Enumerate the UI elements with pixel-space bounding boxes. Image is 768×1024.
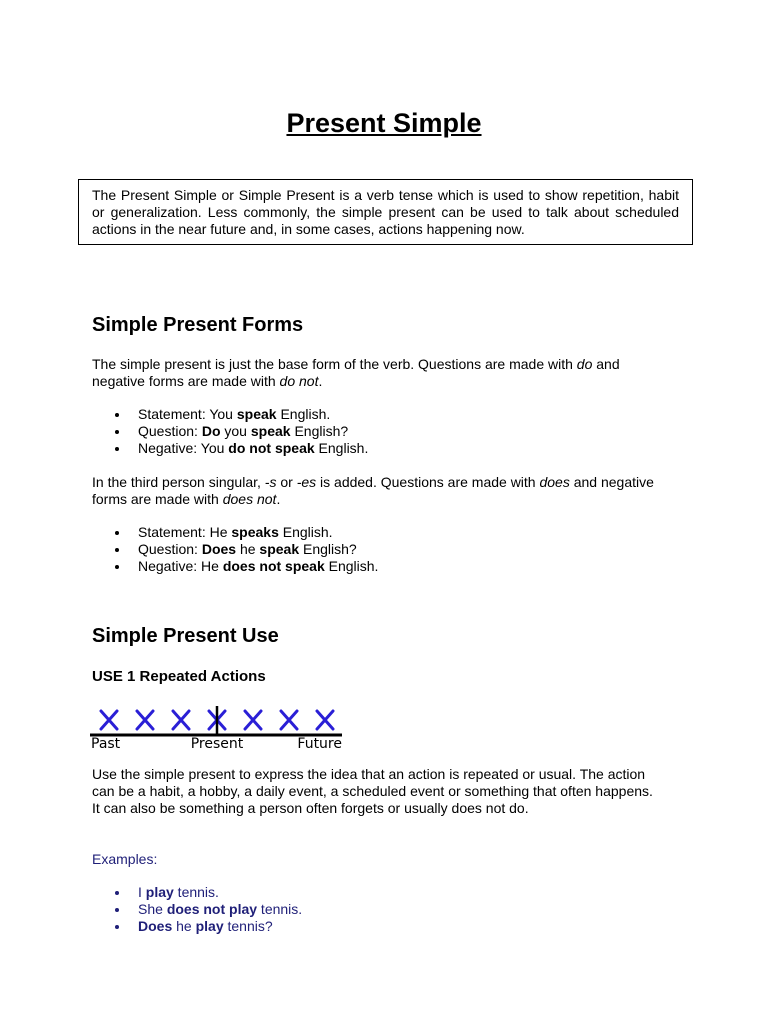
timeline-x-mark <box>281 711 297 729</box>
list-item: She does not play tennis. <box>92 901 302 918</box>
timeline-label-past: Past <box>91 736 121 752</box>
use1-paragraph: Use the simple present to express the idea that an action is repeated or usual. The action can be a habit, a hobby, a daily event, a scheduled event or something that often happens. It can also be something a person often forgets or usually does not do. <box>92 766 653 816</box>
forms-paragraph-1: The simple present is just the base form of the verb. Questions are made with do and negative forms are made with do not. <box>92 356 620 389</box>
examples-list <box>92 884 302 935</box>
list-item: Question: Does he speak English? <box>92 541 378 558</box>
page-title: Present Simple <box>286 108 482 138</box>
list-item: Does he play tennis? <box>92 918 302 935</box>
use1-heading: USE 1 Repeated Actions <box>92 668 266 685</box>
timeline-x-mark <box>137 711 153 729</box>
timeline-diagram <box>90 702 350 754</box>
timeline-x-mark <box>245 711 261 729</box>
forms-paragraph-2: In the third person singular, -s or -es is added. Questions are made with does and negative forms are made with does not. <box>92 474 654 507</box>
timeline-label-present: Present <box>190 736 244 752</box>
timeline-label-future: Future <box>297 736 342 752</box>
use-heading: Simple Present Use <box>92 625 279 647</box>
forms-list-1 <box>92 406 368 457</box>
list-item: I play tennis. <box>92 884 302 901</box>
intro-box: The Present Simple or Simple Present is a verb tense which is used to show repetition, habit or generalization. Less commonly, the simple present can be used to talk about scheduled actions in the near future and, in some cases, actions happening now. <box>78 179 693 245</box>
timeline-x-mark <box>173 711 189 729</box>
forms-list-2 <box>92 524 378 575</box>
list-item: Statement: You speak English. <box>92 406 368 423</box>
timeline-x-mark <box>101 711 117 729</box>
forms-heading: Simple Present Forms <box>92 314 304 336</box>
list-item: Statement: He speaks English. <box>92 524 378 541</box>
examples-label: Examples: <box>92 851 158 867</box>
list-item: Negative: You do not speak English. <box>92 440 368 457</box>
list-item: Negative: He does not speak English. <box>92 558 378 575</box>
list-item: Question: Do you speak English? <box>92 423 368 440</box>
timeline-x-mark <box>317 711 333 729</box>
